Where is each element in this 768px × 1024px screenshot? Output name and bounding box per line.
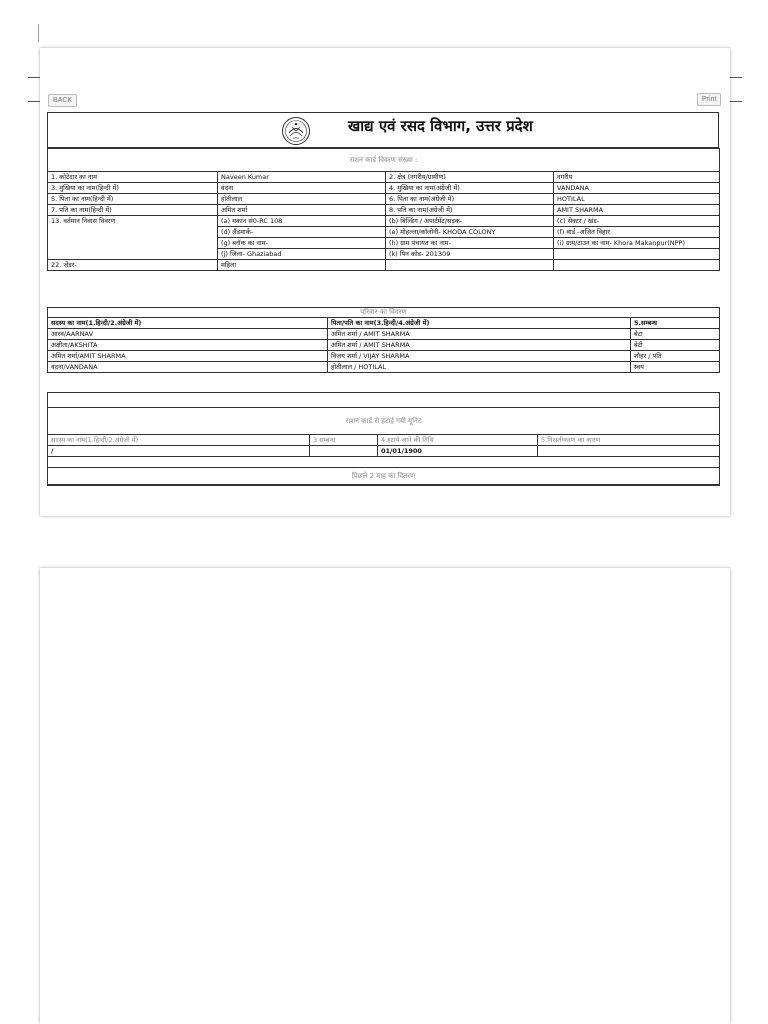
table-header-row <box>48 435 720 446</box>
table-cell: AMIT SHARMA <box>554 205 720 216</box>
ration-card-details-table <box>47 148 720 271</box>
table-cell: (b) बिल्डिंग / अपार्टमेंट/सड़क- <box>386 216 554 227</box>
spacer-row <box>48 457 720 468</box>
table-row <box>48 205 720 216</box>
section-title-ration-card: राशन कार्ड विवरण संख्या : <box>48 149 720 172</box>
column-header: सदस्य का नाम(1.हिन्दी/2.अंग्रेजी में) <box>48 435 310 446</box>
table-cell <box>310 446 378 457</box>
table-cell <box>386 260 554 271</box>
table-cell: अक्षीता/AKSHITA <box>48 340 328 351</box>
page-edge-line <box>38 24 39 42</box>
table-cell: अमित शर्मा / AMIT SHARMA <box>328 340 631 351</box>
table-cell: वंदना <box>218 183 386 194</box>
back-button[interactable]: BACK <box>48 94 77 107</box>
table-cell: 13. वर्तमान निवास विवरण <box>48 216 218 260</box>
table-cell: अमित शर्मा/AMIT SHARMA <box>48 351 328 362</box>
table-row <box>48 216 720 227</box>
table-row <box>48 329 720 340</box>
spacer-row <box>48 393 720 408</box>
table-cell: 01/01/1900 <box>378 446 538 457</box>
table-cell: होतीलाल / HOTILAL <box>328 362 631 373</box>
table-cell: 4. मुखिया का नाम(अंग्रेजी में) <box>386 183 554 194</box>
table-row <box>48 446 720 457</box>
table-cell: (i) ग्राम/टाउन का नाम- Khora Makanpur(NPP) <box>554 238 720 249</box>
up-government-emblem-icon <box>281 116 311 146</box>
table-header-row <box>48 318 720 329</box>
table-row <box>48 351 720 362</box>
table-cell: 3. मुखिया का नाम(हिन्दी में) <box>48 183 218 194</box>
table-cell: अमित शर्मा <box>218 205 386 216</box>
table-row <box>48 183 720 194</box>
table-cell: 8. पति का नाम(अंग्रेजी में) <box>386 205 554 216</box>
table-cell: 5. पिता का नाम(हिन्दी में) <box>48 194 218 205</box>
table-row <box>48 362 720 373</box>
table-cell: होतीलाल <box>218 194 386 205</box>
table-cell: अमित शर्मा / AMIT SHARMA <box>328 329 631 340</box>
table-cell: (a) मकान सं0-RC 108 <box>218 216 386 227</box>
table-cell: (e) मोहल्ला/कॉलोनी- KHODA COLONY <box>386 227 554 238</box>
section-title-distribution: पिछले 2 माह का वितरण <box>48 468 720 486</box>
table-cell: VANDANA <box>554 183 720 194</box>
table-cell: 22. जेंडर- <box>48 260 218 271</box>
table-cell: महिला <box>218 260 386 271</box>
family-details-table <box>47 307 720 373</box>
table-cell: (d) लैंडमार्क- <box>218 227 386 238</box>
department-title: खाद्य एवं रसद विभाग, उत्तर प्रदेश <box>348 117 533 135</box>
table-cell: 1. कोटेदार का नाम <box>48 172 218 183</box>
table-cell: आरव/AARNAV <box>48 329 328 340</box>
section-title-removed: राशन कार्ड से हटाई गयी यूनिट <box>48 408 720 435</box>
column-header: 4.हटाये जाने की तिथि <box>378 435 538 446</box>
table-cell <box>554 249 720 260</box>
table-cell: बेटी <box>631 340 720 351</box>
table-row <box>48 194 720 205</box>
table-cell: 2. क्षेत्र (नगरीय/ग्रामीण) <box>386 172 554 183</box>
column-header: 5.निरस्तीकरण का कारण <box>538 435 720 446</box>
removed-units-table <box>47 392 720 486</box>
table-cell: 6. पिता का नाम(अंग्रेजी में) <box>386 194 554 205</box>
table-cell <box>554 260 720 271</box>
table-row <box>48 260 720 271</box>
table-cell: HOTILAL <box>554 194 720 205</box>
document-page-2 <box>40 568 730 1024</box>
table-cell: नगरीय <box>554 172 720 183</box>
column-header: पिता/पति का नाम(3.हिन्दी/4.अंग्रेजी में) <box>328 318 631 329</box>
column-header: 5.सम्बन्ध <box>631 318 720 329</box>
table-cell: (k) पिन कोड- 201309 <box>386 249 554 260</box>
table-cell: शौहर / पति <box>631 351 720 362</box>
table-cell: (f) वार्ड -अजित विहार <box>554 227 720 238</box>
column-header: 3.सम्बन्ध <box>310 435 378 446</box>
table-cell: / <box>48 446 310 457</box>
table-cell: Naveen Kumar <box>218 172 386 183</box>
table-cell <box>538 446 720 457</box>
table-cell: स्वयं <box>631 362 720 373</box>
table-cell: (c) सेक्टर / खंड- <box>554 216 720 227</box>
table-cell: विजय शर्मा / VIJAY SHARMA <box>328 351 631 362</box>
section-title-family: परिवार का विवरण <box>48 308 720 318</box>
table-cell: (g) ब्लॉक का नाम- <box>218 238 386 249</box>
table-cell: 7. पति का नाम(हिन्दी में) <box>48 205 218 216</box>
table-cell: (h) ग्राम पंचायत का नाम- <box>386 238 554 249</box>
column-header: सदस्य का नाम(1.हिन्दी/2.अंग्रेजी में) <box>48 318 328 329</box>
table-row <box>48 172 720 183</box>
table-cell: (j) जिला- Ghaziabad <box>218 249 386 260</box>
table-row <box>48 340 720 351</box>
print-button[interactable]: Print <box>697 93 721 106</box>
table-cell: बेटा <box>631 329 720 340</box>
table-cell: वंदना/VANDANA <box>48 362 328 373</box>
document-header <box>47 112 719 148</box>
